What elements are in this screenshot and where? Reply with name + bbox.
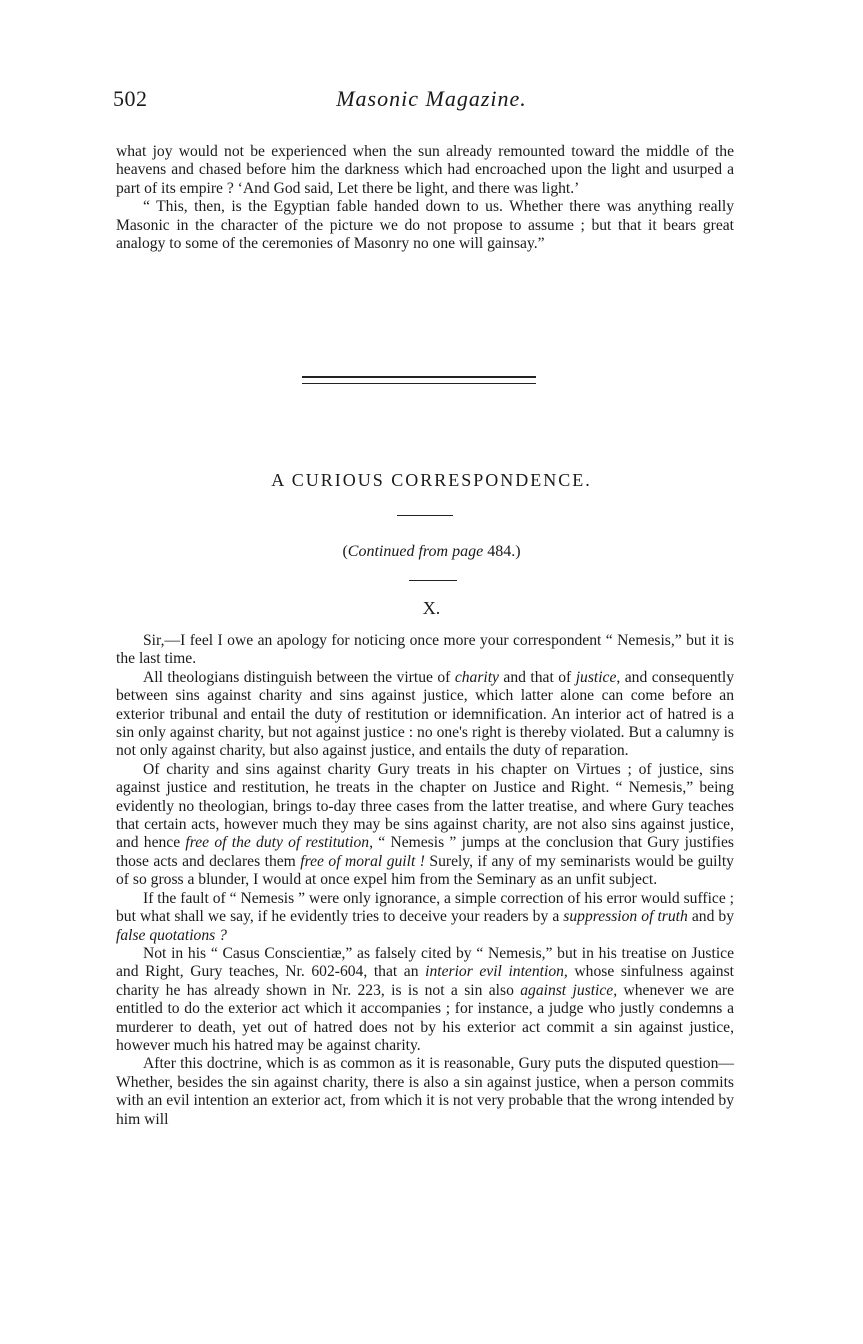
paragraph: “ This, then, is the Egyptian fable handed down to us. Whether there was anything really Masonic in the character of the picture we do not propose to assume ; but that it bears great analogy to some of the ceremonies of Masonry no one will gainsay.” (116, 198, 734, 253)
paragraph: what joy would not be experienced when the sun already remounted toward the middle of the heavens and chased before him the darkness which had encroached upon the light and usurped a part of its empire ? ‘And God said, Let there be light, and there was light.’ (116, 143, 734, 197)
text-run: and consequently between sins against charity and sins against justice, which latter alone can come before an exterior tribunal and entail the duty of restitution or idemnification. An interior act of hatred is a sin only against charity, but not against justice : no one's right is thereby violated. But a calumny is not only against charity, but also against justice, and entails the duty of reparation. (116, 668, 734, 760)
continued-open-paren: ( (342, 543, 348, 560)
italic-run: charity (454, 668, 499, 686)
continued-note (0, 543, 863, 561)
page-number: 502 (113, 86, 148, 111)
continued-page-number: 484. (487, 543, 516, 560)
italic-run: free of the duty of restitution, (185, 834, 373, 852)
paragraph (116, 890, 734, 945)
italic-run: suppression of truth (563, 908, 688, 926)
italic-run: against justice, (520, 981, 618, 999)
italic-run: false quotations ? (116, 926, 227, 944)
text-run: whenever we are entitled to do the exterior act which it accompanies ; for instance, a judge who justly condemns a murderer to death, yet out of hatred does not by his exterior act commit a sin against justice, however much his hatred may be against charity. (116, 981, 734, 1054)
paragraph (116, 945, 734, 1055)
paragraph: After this doctrine, which is as common as it is reasonable, Gury puts the disputed question—Whether, besides the sin against charity, there is also a sin against justice, when a person commits with an evil intention an exterior act, from which it is not very probable that the wrong intended by him will (116, 1055, 734, 1128)
article-title: A CURIOUS CORRESPONDENCE. (271, 470, 592, 490)
text-run: and that of (498, 668, 576, 686)
paragraph (116, 669, 734, 761)
title-rule (397, 515, 453, 516)
text-run: and by (687, 908, 735, 926)
paragraph: Sir,—I feel I owe an apology for noticing once more your correspondent “ Nemesis,” but it is the last time. (116, 632, 734, 668)
italic-run: justice, (575, 668, 621, 686)
italic-run: interior evil intention, (425, 963, 568, 981)
italic-run: free of moral guilt ! (300, 852, 425, 870)
subtitle-rule (409, 580, 457, 581)
section-divider-rule (302, 376, 536, 384)
text-run: “ Nemesis ” jumps at the conclusion that Gury justifies those acts and declares them (116, 834, 735, 870)
text-run: Not in his “ Casus Conscientiæ,” as falsely cited by “ Nemesis,” but in his treatise on Justice and Right, Gury teaches, Nr. 602-604, that an (116, 944, 734, 981)
text-run: whose sinfulness against charity he has already shown in Nr. 223, is is not a sin also (116, 963, 734, 999)
text-run: If the fault of “ Nemesis ” were only ignorance, a simple correction of his error would suffice ; but what shall we say, if he evidently tries to deceive your readers by a (116, 889, 734, 926)
text-run: Surely, if any of my seminarists would be guilty of so gross a blunder, I would at once expel him from the Seminary as an unfit subject. (116, 852, 734, 889)
continued-close-paren: ) (515, 543, 521, 560)
section-numeral: X. (422, 598, 441, 618)
text-block-previous-article (116, 143, 734, 253)
article-body (116, 632, 734, 1129)
running-title: Masonic Magazine. (336, 86, 527, 111)
text-run: Of charity and sins against charity Gury treats in his chapter on Virtues ; of justice, sins against justice and restitution, he treats in the chapter on Justice and Right. “ Nemesis,” being evidently no theologian, brings to-day three cases from the latter treatise, and where Gury teaches that certain acts, however much they may be sins against charity, are not also sins against justice, and hence (116, 760, 734, 852)
paragraph (116, 761, 734, 890)
text-run: All theologians distinguish between the virtue of (143, 668, 455, 686)
continued-text: Continued from page (347, 543, 484, 560)
